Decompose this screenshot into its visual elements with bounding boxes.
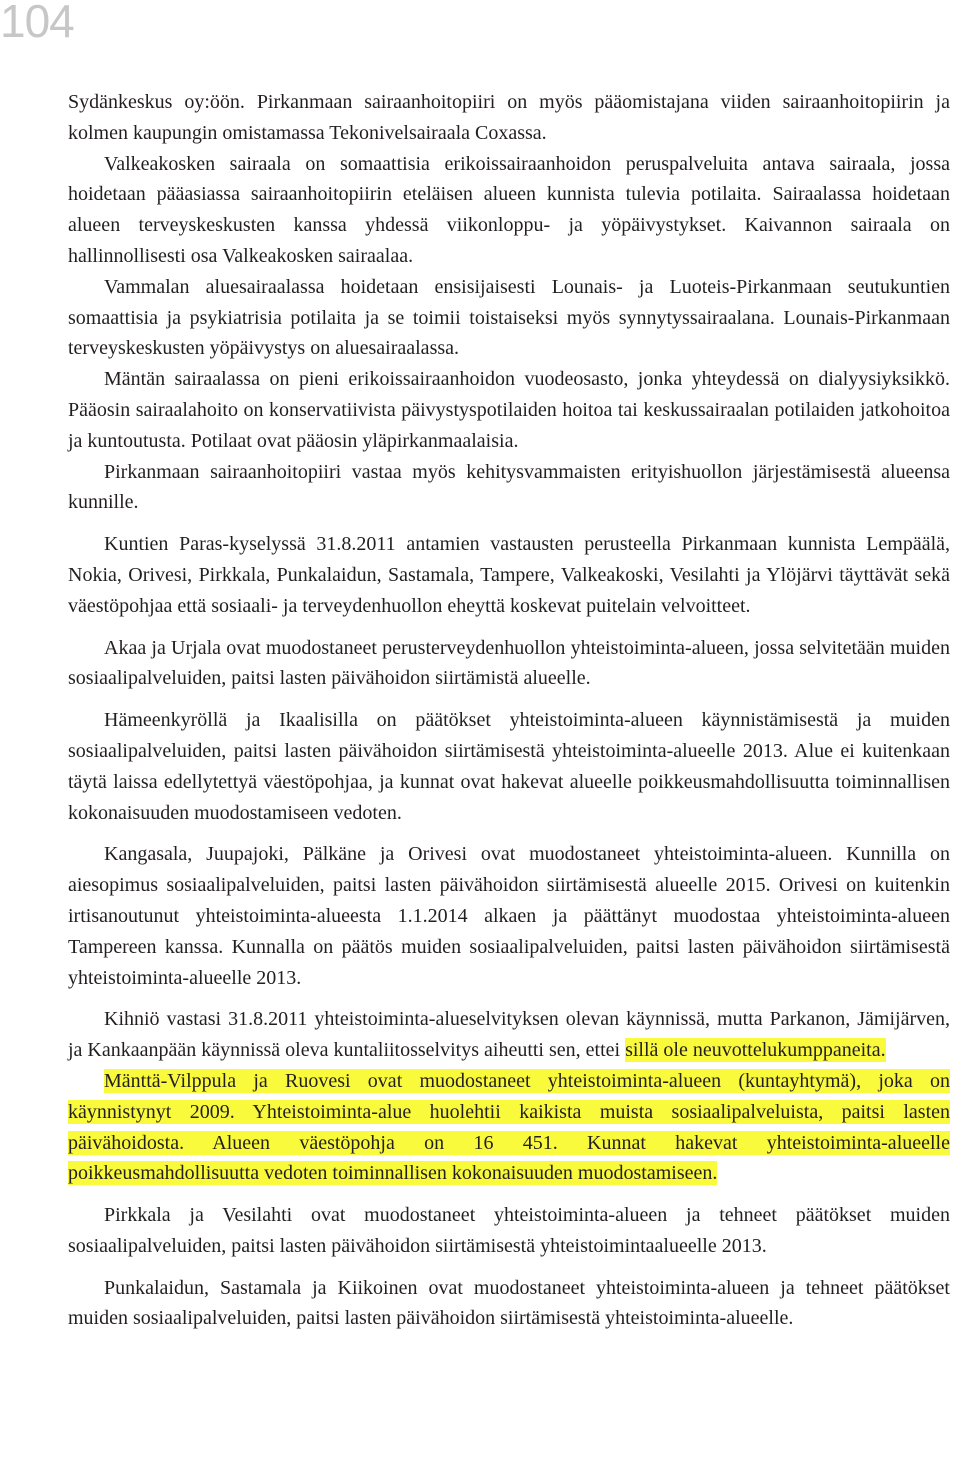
paragraph-text: Mäntän sairaalassa on pieni erikoissairaanhoidon vuodeosasto, jonka yhteydessä on dialyysiyksikkö. Pääosin sairaalahoito on konservatiivista päivystyspotilaiden hoitoa tai keskussairaalan potilaiden jatkohoitoa ja kuntoutusta. Potilaat ovat pääosin yläpirkanmaalaisia. bbox=[68, 368, 950, 452]
paragraph-text: Pirkkala ja Vesilahti ovat muodostaneet yhteistoiminta-alueen ja tehneet päätökset muiden sosiaalipalveluiden, paitsi lasten päivähoidon siirtämisestä yhteistoimintaalueelle 2013. bbox=[68, 1204, 950, 1257]
paragraph-text: Vammalan aluesairaalassa hoidetaan ensisijaisesti Lounais- ja Luoteis-Pirkanmaan seutukuntien somaattisia ja psykiatrisia potilaita ja se toimii toistaiseksi myös synnytyssairaalana. Lounais-Pirkanmaan terveyskeskusten yöpäivystys on aluesairaalassa. bbox=[68, 275, 950, 360]
paragraph-1 bbox=[68, 87, 950, 149]
paragraph-8 bbox=[68, 705, 950, 828]
paragraph-9 bbox=[68, 839, 950, 993]
paragraph-text: Punkalaidun, Sastamala ja Kiikoinen ovat muodostaneet yhteistoiminta-alueen ja tehneet päätökset muiden sosiaalipalveluiden, paitsi lasten päivähoidon siirtämisestä yhteistoiminta-alueelle. bbox=[68, 1276, 950, 1330]
highlighted-text: Mänttä-Vilppula ja Ruovesi ovat muodostaneet yhteistoiminta-alueen (kuntayhtymä), joka on käynnistynyt 2009. Yhteistoiminta-alue huolehtii kaikista muista sosiaalipalveluista, paitsi lasten päivähoidosta. Alueen väestöpohja on 16 451. Kunnat hakevat yhteistoiminta-alueelle poikkeusmahdollisuutta vedoten toiminnallisen kokonaisuuden muodostamiseen. bbox=[68, 1069, 950, 1185]
paragraph-3 bbox=[68, 272, 950, 364]
paragraph-5 bbox=[68, 457, 950, 519]
document-body bbox=[68, 87, 950, 1334]
paragraph-13 bbox=[68, 1273, 950, 1335]
paragraph-6 bbox=[68, 529, 950, 621]
paragraph-text: Kihniö vastasi 31.8.2011 yhteistoiminta-alueselvityksen olevan käynnissä, mutta Parkanon, Jämijärven, ja Kankaanpään käynnissä oleva kuntaliitosselvitys aiheutti sen, ettei bbox=[68, 1008, 950, 1062]
paragraph-10 bbox=[68, 1004, 950, 1066]
paragraph-text: Kangasala, Juupajoki, Pälkäne ja Orivesi ovat muodostaneet yhteistoiminta-alueen. Kunnilla on aiesopimus sosiaalipalveluiden, paitsi lasten päivähoidon siirtämisestä alueelle 2015. Orivesi on kuitenkin irtisanoutunut yhteistoiminta-alueesta 1.1.2014 alkaen ja päättänyt muodostaa yhteistoiminta-alueen Tampereen kanssa. Kunnalla on päätös muiden sosiaalipalveluiden, paitsi lasten päivähoidon siirtämisestä yhteistoiminta-alueelle 2013. bbox=[68, 843, 950, 989]
paragraph-text: Valkeakosken sairaala on somaattisia erikoissairaanhoidon peruspalveluita antava sairaala, jossa hoidetaan pääasiassa sairaanhoitopiirin eteläisen alueen kunnista tulevia potilaita. Sairaalassa hoidetaan alueen terveyskeskusten kanssa yhdessä viikonloppu- ja yöpäivystykset. Kaivannon sairaala on hallinnollisesti osa Valkeakosken sairaalaa. bbox=[68, 152, 950, 267]
paragraph-2 bbox=[68, 149, 950, 272]
paragraph-11 bbox=[68, 1066, 950, 1189]
paragraph-12 bbox=[68, 1200, 950, 1262]
paragraph-text: Akaa ja Urjala ovat muodostaneet perusterveydenhuollon yhteistoiminta-alueen, jossa selvitetään muiden sosiaalipalveluiden, paitsi lasten päivähoidon siirtämistä alueelle. bbox=[68, 636, 950, 690]
paragraph-text: Sydänkeskus oy:öön. Pirkanmaan sairaanhoitopiiri on myös pääomistajana viiden sairaanhoitopiirin ja kolmen kaupungin omistamassa Tekonivelsairaala Coxassa. bbox=[68, 91, 950, 144]
paragraph-4 bbox=[68, 364, 950, 456]
paragraph-text: Pirkanmaan sairaanhoitopiiri vastaa myös kehitysvammaisten erityishuollon järjestämisestä alueensa kunnille. bbox=[68, 460, 950, 514]
paragraph-text: Kuntien Paras-kyselyssä 31.8.2011 antamien vastausten perusteella Pirkanmaan kunnista Lempäälä, Nokia, Orivesi, Pirkkala, Punkalaidun, Sastamala, Tampere, Valkeakoski, Vesilahti ja Ylöjärvi täyttävät sekä väestöpohjaa että sosiaali- ja terveydenhuollon eheyttä koskevat puitelain velvoitteet. bbox=[68, 533, 950, 617]
highlighted-text: sillä ole neuvottelukumppaneita. bbox=[625, 1039, 886, 1062]
page-number: 104 bbox=[0, 0, 74, 47]
paragraph-text: Hämeenkyröllä ja Ikaalisilla on päätökset yhteistoiminta-alueen käynnistämisestä ja muiden sosiaalipalveluiden, paitsi lasten päivähoidon siirtämisestä yhteistoiminta-alueelle 2013. Alue ei kuitenkaan täytä laissa edellytettyä väestöpohjaa, ja kunnat ovat hakevat alueelle poikkeusmahdollisuutta toiminnallisen kokonaisuuden muodostamiseen vedoten. bbox=[68, 709, 950, 824]
paragraph-7 bbox=[68, 633, 950, 695]
